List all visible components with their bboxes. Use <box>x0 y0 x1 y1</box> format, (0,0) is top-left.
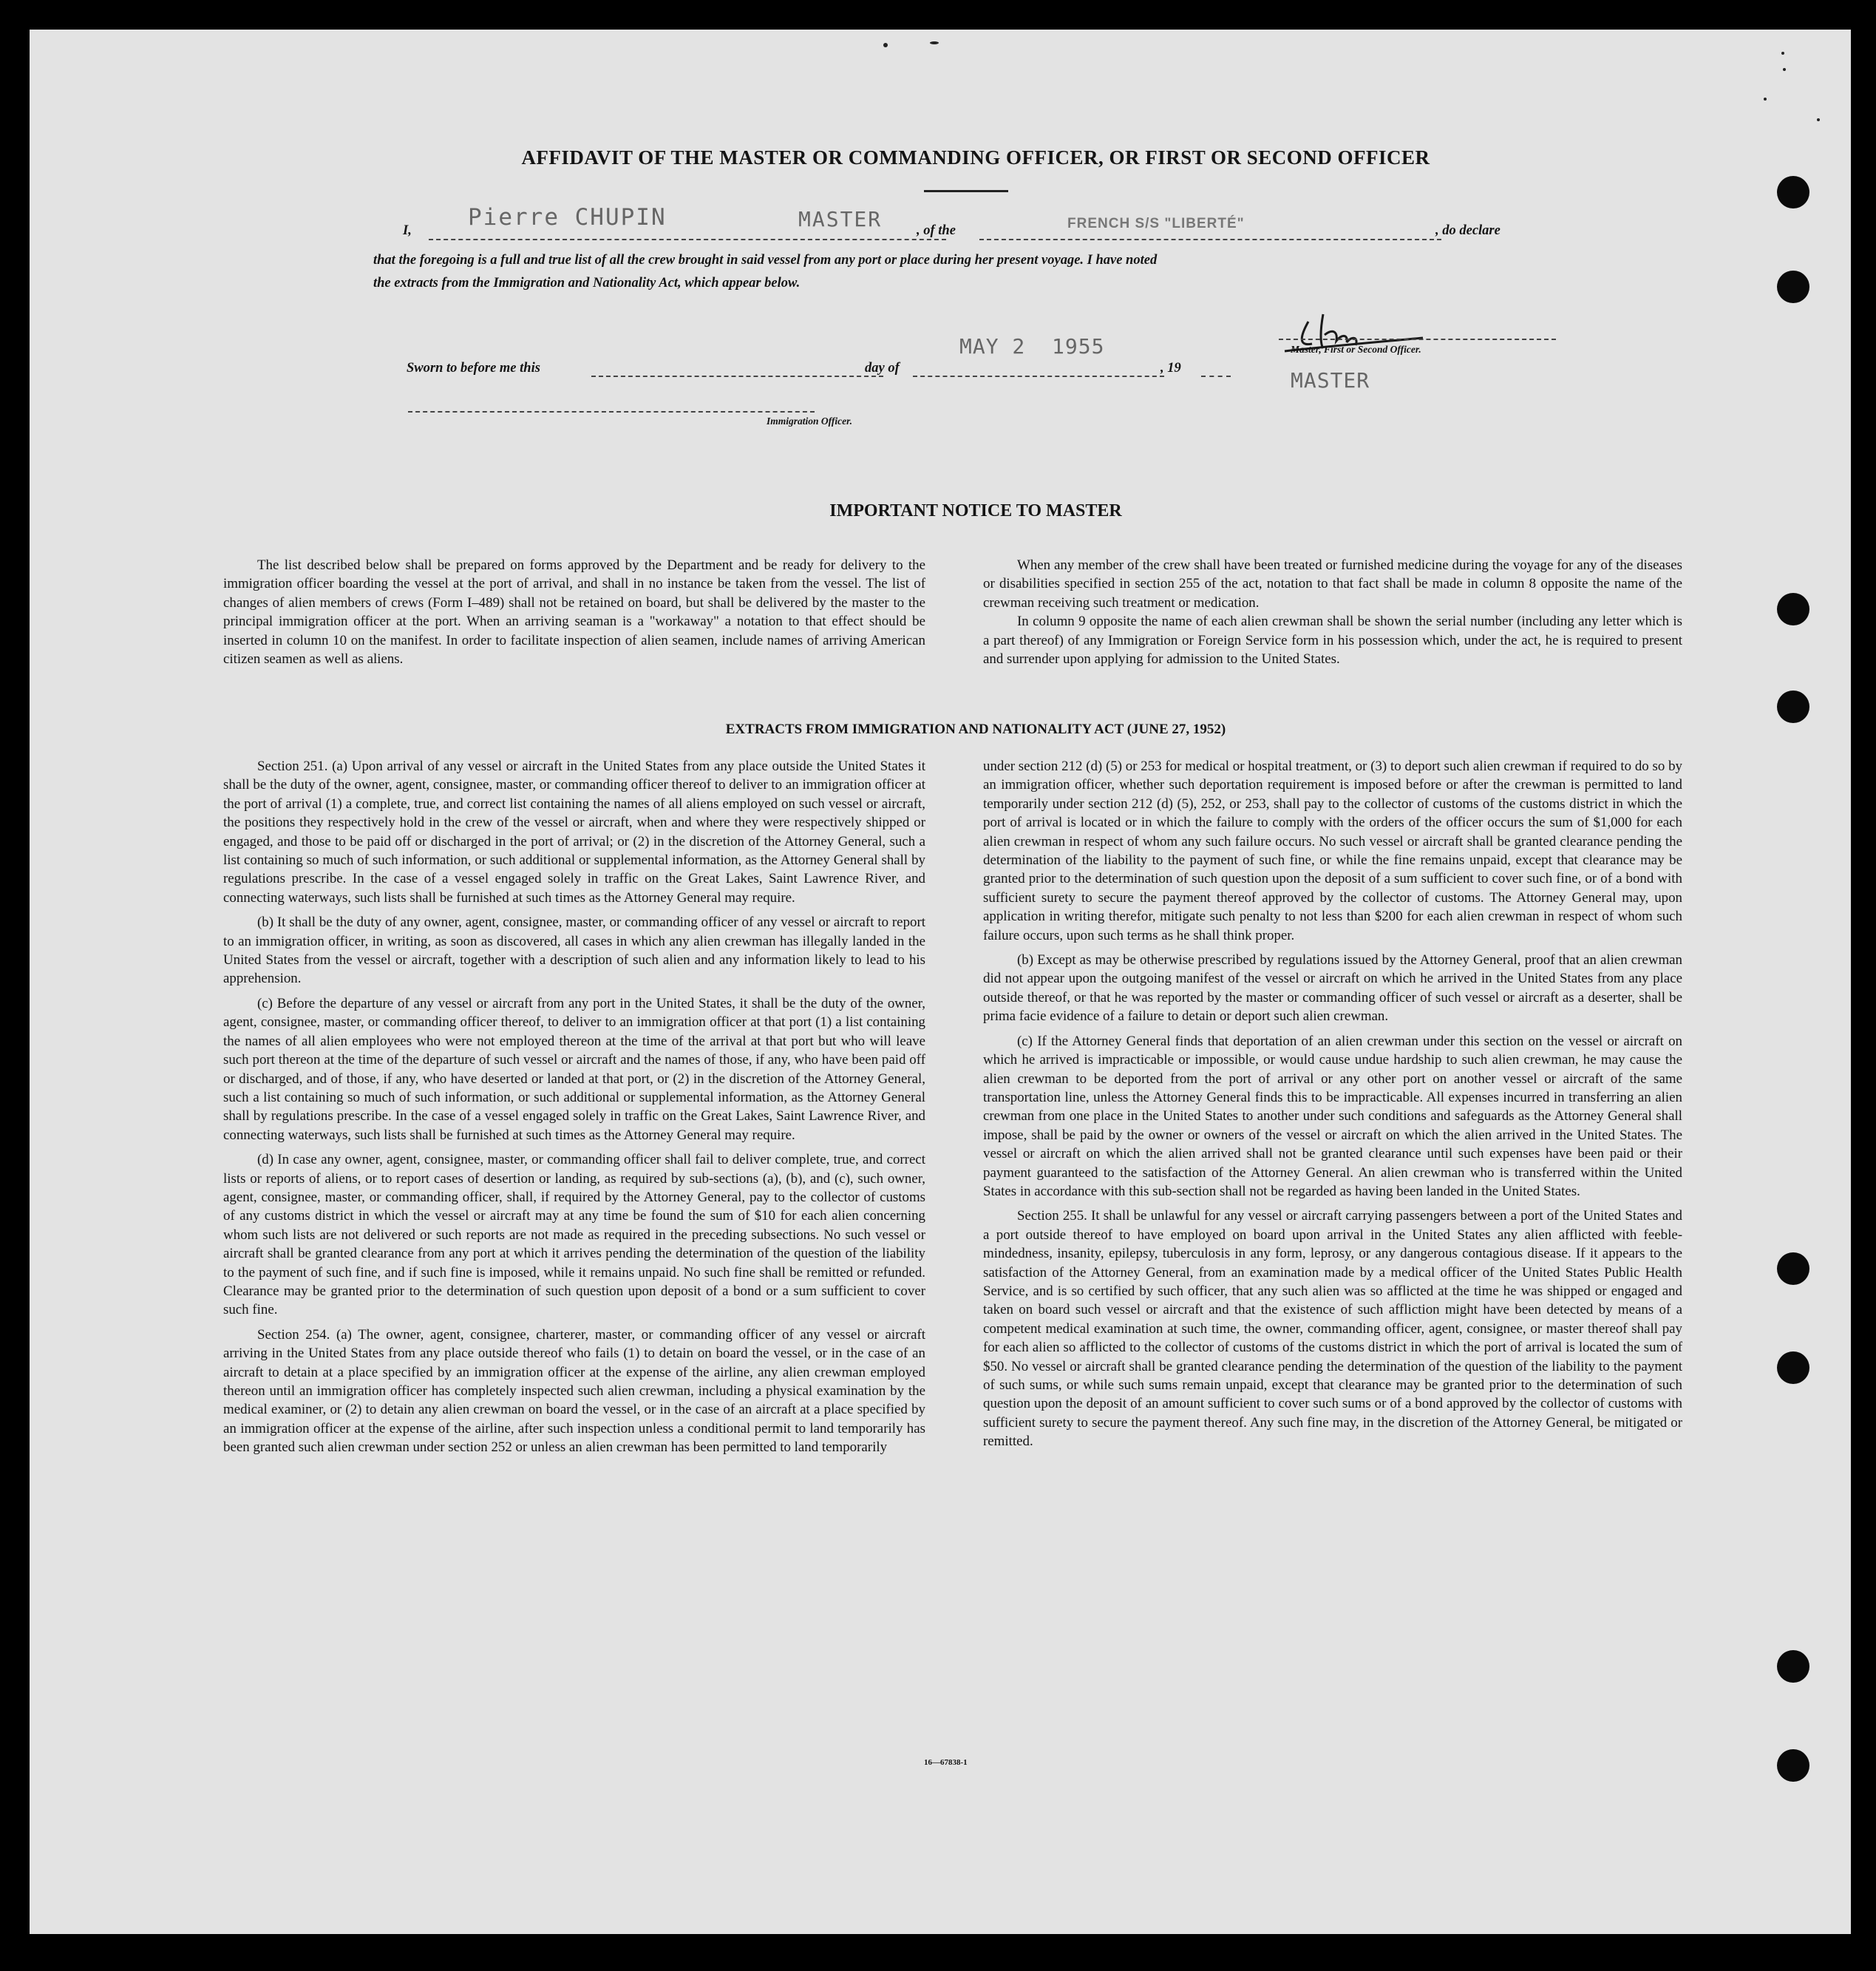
extract-paragraph: Section 255. It shall be unlawful for any vessel or aircraft carrying passengers between a port of the United States and a port outside thereof to have employed on board upon arrival in the United States any alien afflicted with feeble-mindedness, insanity, epilepsy, tuberculosis in any form, leprosy, or any dangerous contagious disease. If it appears to the satisfaction of the Attorney General, from an examination made by a medical officer of the United States Public Health Service, and is so certified by such officer, that any such alien was so afflicted at the time he was shipped or engaged and taken on board such vessel or aircraft and that the existence of such affliction might have been detected by means of a competent medical examination at such time, the owner, commanding officer, agent, consignee, or master thereof shall pay for each alien so afflicted to the collector of customs of the customs district in which the port of arrival is located the sum of $50. No vessel or aircraft shall be granted clearance pending the determination of the question of the liability to the payment of such sums, or while such sums remain unpaid, except that clearance may be granted prior to the determination of such question upon the deposit of an amount sufficient to cover such sums or of a bond approved by the collector of customs with sufficient surety to secure the payment thereof. Any such fine may, in the discretion of the Attorney General, be mitigated or remitted. <box>983 1208 1682 1450</box>
extract-paragraph: Section 254. (a) The owner, agent, consignee, charterer, master, or commanding officer of any vessel or aircraft arriving in the United States from any place outside thereof who fails (1) to detain on board the vessel, or in the case of an aircraft to detain at a place specified by an immigration officer at the expense of the airline, any alien crewman employed thereon until an immigration officer has completely inspected such alien crewman, including a physical examination by the medical examiner, or (2) to detain any alien crewman on board the vessel, or in the case of an aircraft at a place specified by an immigration officer at the expense of the airline, after such inspection unless a conditional permit to land temporarily has been granted such alien crewman under section 252 or unless an alien crewman has been permitted to land temporarily <box>223 1326 925 1456</box>
vessel-name: FRENCH S/S "LIBERTÉ" <box>1067 216 1245 231</box>
punch-hole <box>1777 176 1809 208</box>
sworn-month-dotted-line <box>913 376 1164 377</box>
declaration-line-2: the extracts from the Immigration and Nationality Act, which appear below. <box>373 276 801 291</box>
extract-paragraph: (c) If the Attorney General finds that deportation of an alien crewman under this section on the vessel or aircraft on which he arrived is impracticable or impossible, or would cause undue hardship to such alien crewman, he may cause the alien crewman to be deported from the port of arrival or any other port on another vessel or aircraft of the same transportation line, unless the Attorney General finds this to be impracticable. All expenses incurred in transferring an alien crewman from one place in the United States to another under such conditions and safeguards as the Attorney General shall impose, shall be paid by the owner or owners of the vessel or aircraft on which the alien arrived in the United States. The vessel or aircraft on which the alien arrived shall not be granted clearance until such expenses have been paid or their payment guaranteed to the satisfaction of the Attorney General. An alien crewman who is transferred within the United States in accordance with this sub-section shall not be regarded as having been landed in the United States. <box>983 1033 1682 1199</box>
punch-hole <box>1777 271 1809 303</box>
sworn-day-dotted-line <box>591 376 883 377</box>
day-of-label: day of <box>865 361 900 376</box>
speck <box>883 43 888 47</box>
notice-left-column <box>223 556 925 668</box>
extract-paragraph: (c) Before the departure of any vessel or aircraft from any port in the United States, it shall be the duty of the owner, agent, consignee, master, or commanding officer thereof, to deliver to an immigration officer at that port (1) a list containing the names of all alien employees who were not employed thereon at the time of the arrival at that port but who will leave such port thereon at the time of the departure of such vessel or aircraft and the names of those, if any, who have been paid off or discharged, and of those, if any, who have deserted or landed at that port, or (2) in the discretion of the Attorney General, such a list containing so much of such information, or such additional or supplemental information, as the Attorney General shall by regulations prescribe. In the case of a vessel engaged solely in traffic on the Great Lakes, Saint Lawrence River, and connecting waterways, such lists shall be furnished at such times as the Attorney General may require. <box>223 995 925 1143</box>
extracts-left-column <box>223 757 925 1463</box>
declaration-line-1: that the foregoing is a full and true list of all the crew brought in said vessel from any port or place during her present voyage. I have noted <box>373 253 1158 268</box>
document-page <box>30 30 1851 1934</box>
signature-stamp: MASTER <box>1291 368 1370 393</box>
extract-paragraph: (d) In case any owner, agent, consignee, master, or commanding officer shall fail to deliver complete, true, and correct lists or reports of aliens, or to report cases of desertion or landing, as required by sub-sections (a), (b), and (c), such owner, agent, consignee, master, or commanding officer, shall, if required by the Attorney General, pay to the collector of customs of any customs district in which the vessel or aircraft may at any time be found the sum of $10 for each alien concerning whom such lists are not delivered or such reports are not made as required in the preceding subsections. No such vessel or aircraft shall be granted clearance from any port at which it arrives pending the determination of the question of the liability to the payment of such fine, and if such fine is imposed, while it remains unpaid. No such fine shall be remitted or refunded. Clearance may be granted prior to the determination of such question upon deposit of a bond or a sum sufficient to cover such fine. <box>223 1152 925 1318</box>
speck <box>930 41 939 44</box>
extract-paragraph: under section 212 (d) (5) or 253 for medical or hospital treatment, or (3) to deport such alien crewman if required to do so by an immigration officer, whether such deportation requirement is imposed before or after the crewman is permitted to land temporarily under section 212 (d) (5), 252, or 253, shall pay to the collector of customs of the customs district in which the port of arrival is located or in which the failure to comply with the orders of the officer occurs the sum of $1,000 for each alien crewman in respect of whom any such failure occurs. No such vessel or aircraft shall be granted clearance pending the determination of the liability to the payment of such fine, or while the fine remains unpaid, except that clearance may be granted prior to the determination of such question upon the deposit of a sum sufficient to cover such fine, or of a bond with sufficient surety to secure the payment thereof approved by the collector of customs. The Attorney General may, upon application in writing therefor, mitigate such penalty to not less than $200 for each alien crewman in respect of whom such failure occurs, upon such terms as he shall think proper. <box>983 759 1682 943</box>
punch-hole <box>1777 1252 1809 1285</box>
of-the-label: , of the <box>917 223 956 238</box>
form-code: 16—67838-1 <box>924 1758 968 1767</box>
notice-right-paragraph-1: When any member of the crew shall have been treated or furnished medicine during the voyage for any of the diseases or disabilities specified in section 255 of the act, notation to that fact shall be made in column 8 opposite the name of the crewman receiving such treatment or medication. <box>983 557 1682 611</box>
officer-label: Immigration Officer. <box>767 415 853 427</box>
speck <box>1783 68 1786 71</box>
speck <box>1764 98 1767 101</box>
extract-paragraph: (b) Except as may be otherwise prescribed by regulations issued by the Attorney General, proof that an alien crewman did not appear upon the outgoing manifest of the vessel or aircraft on which he arrived in the United States from any place outside thereof, or that he was reported by the master or commanding officer of such vessel or aircraft as a deserter, shall be prima facie evidence of a failure to detain or deport such alien crewman. <box>983 952 1682 1025</box>
notice-title: IMPORTANT NOTICE TO MASTER <box>829 501 1122 520</box>
year-dotted-line <box>1201 376 1231 377</box>
affidavit-title: AFFIDAVIT OF THE MASTER OR COMMANDING OFFICER, OR FIRST OR SECOND OFFICER <box>521 146 1430 169</box>
do-declare-label: , do declare <box>1435 223 1501 238</box>
notice-left-paragraph: The list described below shall be prepared on forms approved by the Department and be ready for delivery to the immigration officer boarding the vessel at the port of arrival, and shall in no instance be taken from the vessel. The list of changes of alien members of crews (Form I–489) shall not be retained on board, but shall be delivered by the master to the principal immigration officer at the port. When an arriving seaman is a "workaway" a notation to that effect should be inserted in column 10 on the manifest. In order to facilitate inspection of alien seamen, include names of arriving American citizen seamen as well as aliens. <box>223 557 925 668</box>
date-stamp: MAY 2 1955 <box>959 334 1105 359</box>
punch-hole <box>1777 1749 1809 1782</box>
master-signature <box>1279 299 1427 366</box>
title-rule <box>924 190 1008 192</box>
notice-right-paragraph-2: In column 9 opposite the name of each alien crewman shall be shown the serial number (including any letter which is a part thereof) of any Immigration or Foreign Service form in his possession which, under the act, he is required to present and surrender upon applying for admission to the United States. <box>983 614 1682 668</box>
master-name: Pierre CHUPIN <box>468 204 667 231</box>
master-rank: MASTER <box>798 207 883 231</box>
officer-dotted-line <box>408 411 815 413</box>
extracts-right-column <box>983 757 1682 1457</box>
punch-hole <box>1777 1650 1809 1683</box>
i-label: I, <box>403 223 412 238</box>
extract-paragraph: (b) It shall be the duty of any owner, agent, consignee, master, or commanding officer of any vessel or aircraft to report to an immigration officer, in writing, as soon as discovered, all cases in which any alien crewman has illegally landed in the United States from the vessel or aircraft, together with a description of such alien and any information likely to lead to his apprehension. <box>223 915 925 987</box>
punch-hole <box>1777 1351 1809 1384</box>
notice-right-column <box>983 556 1682 668</box>
vessel-dotted-line <box>979 239 1441 240</box>
signature-dotted-line <box>1279 339 1556 340</box>
name-dotted-line <box>429 239 946 240</box>
signature-label: Master, First or Second Officer. <box>1291 344 1421 355</box>
extract-paragraph: Section 251. (a) Upon arrival of any vessel or aircraft in the United States from any place outside the United States it shall be the duty of the owner, agent, consignee, master, or commanding officer thereof to deliver to an immigration officer at the port of arrival (1) a complete, true, and correct list containing the names of all aliens employed on such vessel or aircraft, the positions they respectively hold in the crew of the vessel or aircraft, when and where they were respectively shipped or engaged, and those to be paid off or discharged in the port of arrival; or (2) in the discretion of the Attorney General, such a list containing so much of such information, or such additional or supplemental information, as the Attorney General shall by regulations prescribe. In the case of a vessel engaged solely in traffic on the Great Lakes, Saint Lawrence River, and connecting waterways, such lists shall be furnished at such times as the Attorney General may require. <box>223 759 925 906</box>
extracts-title: EXTRACTS FROM IMMIGRATION AND NATIONALITY ACT (JUNE 27, 1952) <box>725 722 1226 737</box>
sworn-label: Sworn to before me this <box>407 361 540 376</box>
punch-hole <box>1777 593 1809 625</box>
year-prefix: , 19 <box>1160 361 1181 376</box>
punch-hole <box>1777 691 1809 723</box>
speck <box>1781 52 1784 55</box>
speck <box>1817 118 1820 121</box>
